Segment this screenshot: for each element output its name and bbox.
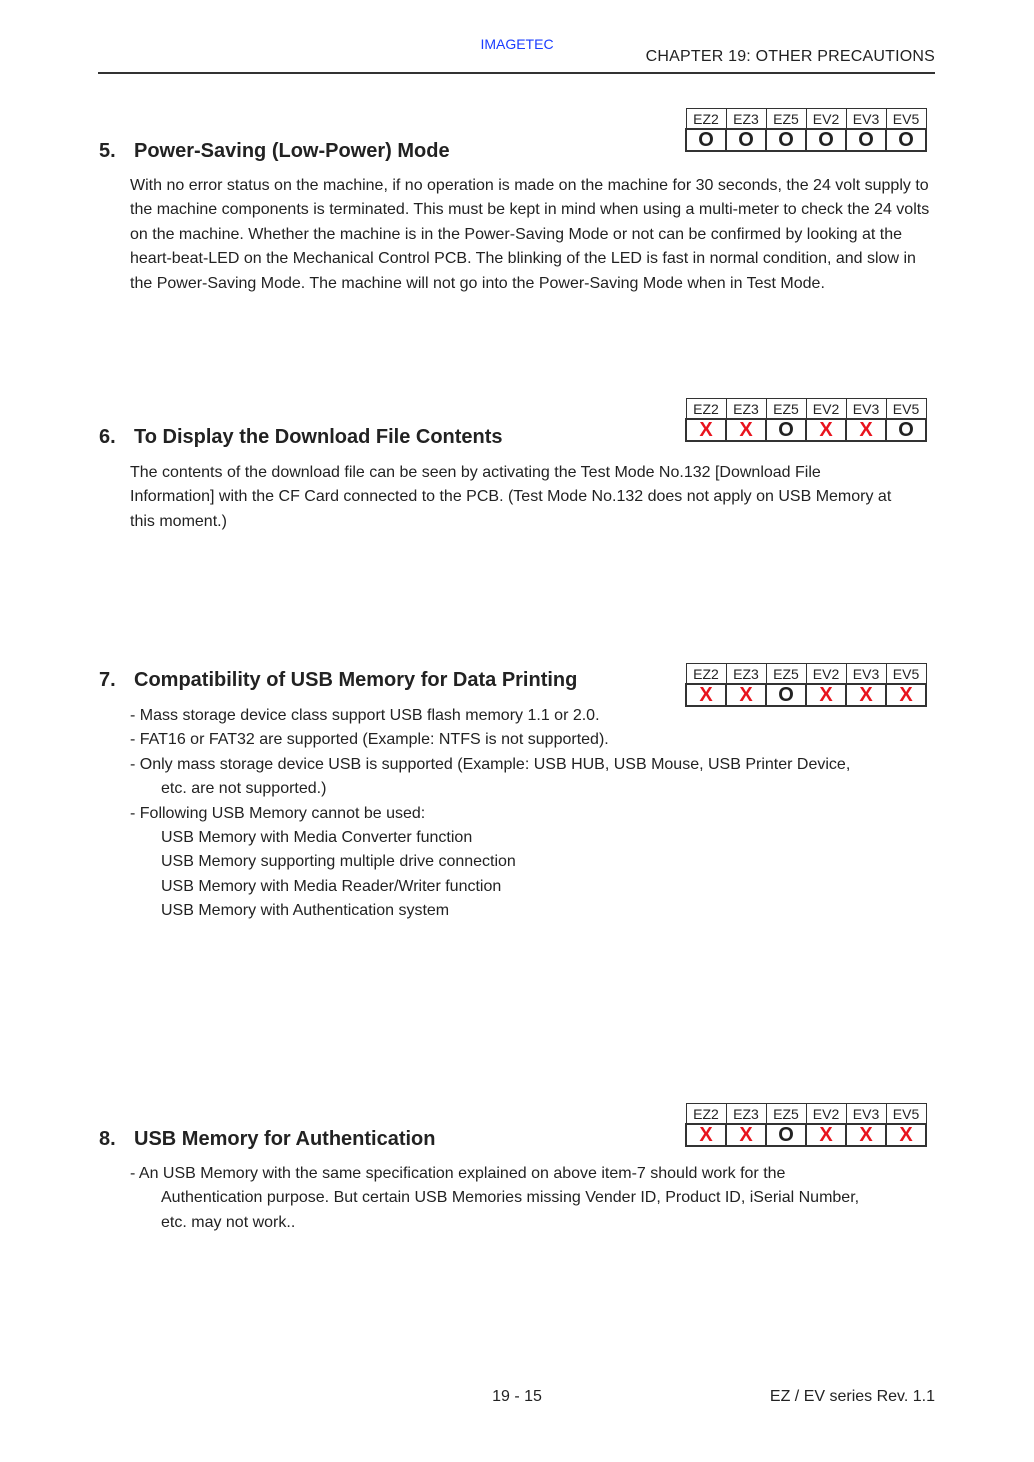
section-number: 6. [99,426,116,448]
compat-col-header: EV5 [886,664,926,685]
section-number: 8. [99,1128,116,1150]
list-item-continuation: Authentication purpose. But certain USB Memories missing Vender ID, Product ID, iSerial Number, [161,1189,860,1207]
compat-mark: X [726,419,766,441]
list-item-continuation: etc. may not work.. [161,1213,296,1231]
compat-col-header: EZ3 [726,664,766,685]
compat-mark: X [846,684,886,706]
compat-col-header: EZ3 [726,109,766,130]
compat-col-header: EZ5 [766,664,806,685]
compat-mark: X [886,684,926,706]
section-8-heading [99,1128,436,1151]
compat-col-header: EZ2 [686,399,726,420]
compat-col-header: EV5 [886,109,926,130]
list-subitem: USB Memory with Media Reader/Writer function [161,877,502,895]
list-item: - FAT16 or FAT32 are supported (Example: NTFS is not supported). [130,731,609,749]
compat-col-header: EZ5 [766,399,806,420]
compat-mark: X [806,419,846,441]
compat-mark: X [846,419,886,441]
compat-col-header: EV2 [806,1104,846,1125]
chapter-title: CHAPTER 19: OTHER PRECAUTIONS [645,48,935,65]
compat-mark: O [806,129,846,151]
compat-mark: O [766,1124,806,1146]
compat-col-header: EZ2 [686,664,726,685]
compat-mark: O [766,684,806,706]
list-item: - An USB Memory with the same specification explained on above item-7 should work for the [130,1165,786,1182]
compat-col-header: EZ2 [686,109,726,130]
compat-col-header: EV2 [806,399,846,420]
revision-label: EZ / EV series Rev. 1.1 [769,1388,935,1405]
section-7-heading [99,669,577,692]
brand-label: IMAGETEC [480,36,554,52]
list-item: - Following USB Memory cannot be used: [130,804,426,822]
compat-col-header: EV3 [846,399,886,420]
list-item: - Only mass storage device USB is supported (Example: USB HUB, USB Mouse, USB Printer Device, [130,755,851,773]
compat-mark: O [766,419,806,441]
section-number: 5. [99,140,116,162]
compat-col-header: EZ5 [766,109,806,130]
compat-mark: O [686,129,726,151]
compat-mark: X [686,1124,726,1146]
section-7-list [130,704,930,924]
page-number: 19 - 15 [492,1388,542,1405]
section-title: USB Memory for Authentication [134,1128,436,1150]
compat-col-header: EV3 [846,109,886,130]
compat-table-section-7 [685,663,927,707]
compat-col-header: EV3 [846,664,886,685]
compat-mark: X [686,419,726,441]
compat-table-section-8 [685,1103,927,1147]
compat-col-header: EZ3 [726,399,766,420]
list-item-continuation: etc. are not supported.) [161,780,327,798]
compat-col-header: EZ2 [686,1104,726,1125]
section-6-paragraph: The contents of the download file can be seen by activating the Test Mode No.132 [Download File Information] with the CF Card connected to the PCB. (Test Mode No.132 does not apply on USB Memory at this moment.) [130,464,892,530]
list-subitem: USB Memory with Media Converter function [161,829,473,847]
section-title: To Display the Download File Contents [134,426,503,448]
section-title: Power-Saving (Low-Power) Mode [134,140,450,162]
compat-col-header: EV3 [846,1104,886,1125]
section-8-list [130,1162,940,1235]
compat-mark: X [686,684,726,706]
compat-col-header: EV5 [886,399,926,420]
compat-table-section-5 [685,108,927,152]
compat-mark: X [806,684,846,706]
compat-col-header: EZ5 [766,1104,806,1125]
list-subitem: USB Memory with Authentication system [161,902,450,920]
list-item: - Mass storage device class support USB flash memory 1.1 or 2.0. [130,707,600,724]
compat-mark: O [886,129,926,151]
compat-col-header: EV5 [886,1104,926,1125]
section-5-paragraph: With no error status on the machine, if no operation is made on the machine for 30 seconds, the 24 volt supply to the machine components is terminated. This must be kept in mind when using a multi-meter to check the 24 volts on the machine. Whether the machine is in the Power-Saving Mode or not can be confirmed by looking at the heart-beat-LED on the Mechanical Control PCB. The blinking of the LED is fast in normal condition, and slow in the Power-Saving Mode. The machine will not go into the Power-Saving Mode when in Test Mode. [130,177,930,292]
list-subitem: USB Memory supporting multiple drive connection [161,853,516,871]
compat-mark: X [726,684,766,706]
compat-table-section-6 [685,398,927,442]
compat-mark: X [886,1124,926,1146]
compat-mark: X [846,1124,886,1146]
compat-col-header: EV2 [806,109,846,130]
section-6-heading [99,426,503,449]
compat-mark: X [726,1124,766,1146]
compat-col-header: EZ3 [726,1104,766,1125]
compat-mark: X [806,1124,846,1146]
compat-mark: O [886,419,926,441]
compat-mark: O [766,129,806,151]
section-5-heading [99,140,450,163]
compat-mark: O [726,129,766,151]
header-divider [98,72,935,74]
compat-mark: O [846,129,886,151]
section-title: Compatibility of USB Memory for Data Printing [134,669,578,691]
section-number: 7. [99,669,116,691]
compat-col-header: EV2 [806,664,846,685]
